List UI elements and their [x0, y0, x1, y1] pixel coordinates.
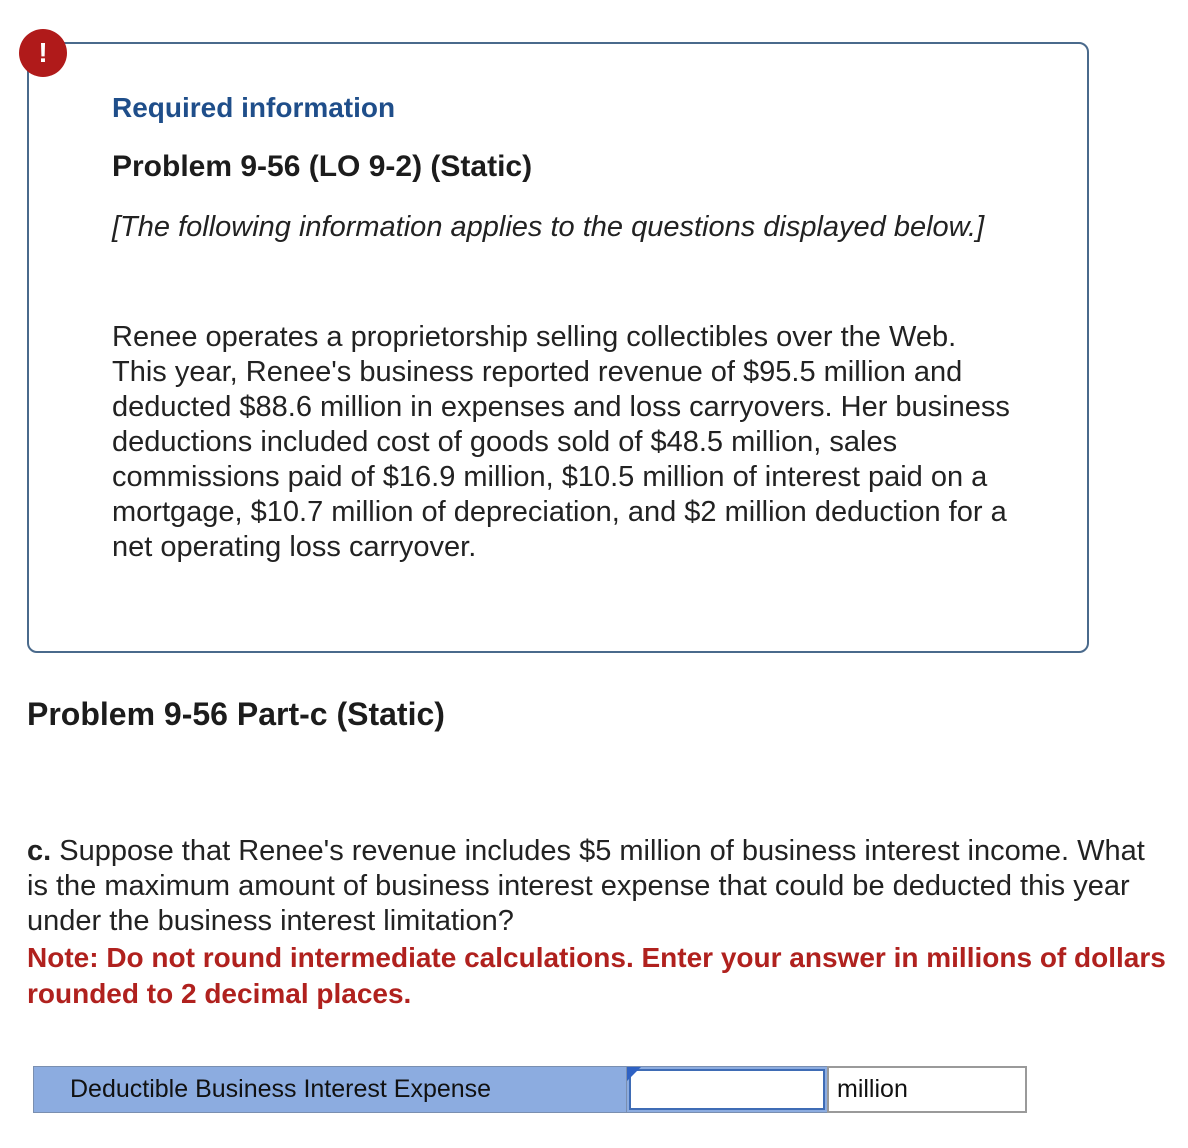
question-body: Suppose that Renee's revenue includes $5 million of business interest income. What is the maximum amount of business interest expense that could be deducted this year under the business interest limitation?	[27, 835, 1145, 937]
problem-title: Problem 9-56 (LO 9-2) (Static)	[112, 150, 533, 183]
deductible-interest-input[interactable]	[629, 1069, 825, 1110]
cell-marker-icon	[627, 1067, 641, 1081]
part-title: Problem 9-56 Part-c (Static)	[27, 696, 445, 732]
scenario-text: Renee operates a proprietorship selling collectibles over the Web. This year, Renee's business reported revenue of $95.5 million and deducted $88.6 million in expenses and loss carryovers. Her business deductions included cost of goods sold of $48.5 million, sales commissions paid of $16.9 million, $10.5 million of interest paid on a mortgage, $10.7 million of depreciation, and $2 million deduction for a net operating loss carryover.	[112, 321, 1010, 563]
alert-icon: !	[19, 29, 67, 77]
answer-label: Deductible Business Interest Expense	[33, 1066, 627, 1113]
unit-label: million	[827, 1066, 1027, 1113]
question-text	[27, 834, 1167, 939]
question-letter: c.	[27, 835, 52, 867]
applies-note: [The following information applies to the questions displayed below.]	[112, 211, 985, 243]
required-information-heading: Required information	[112, 92, 396, 123]
instruction-note: Note: Do not round intermediate calculations. Enter your answer in millions of dollars rounded to 2 decimal places.	[27, 942, 1166, 1009]
answer-cell	[627, 1066, 827, 1113]
answer-table-row	[33, 1066, 1027, 1113]
